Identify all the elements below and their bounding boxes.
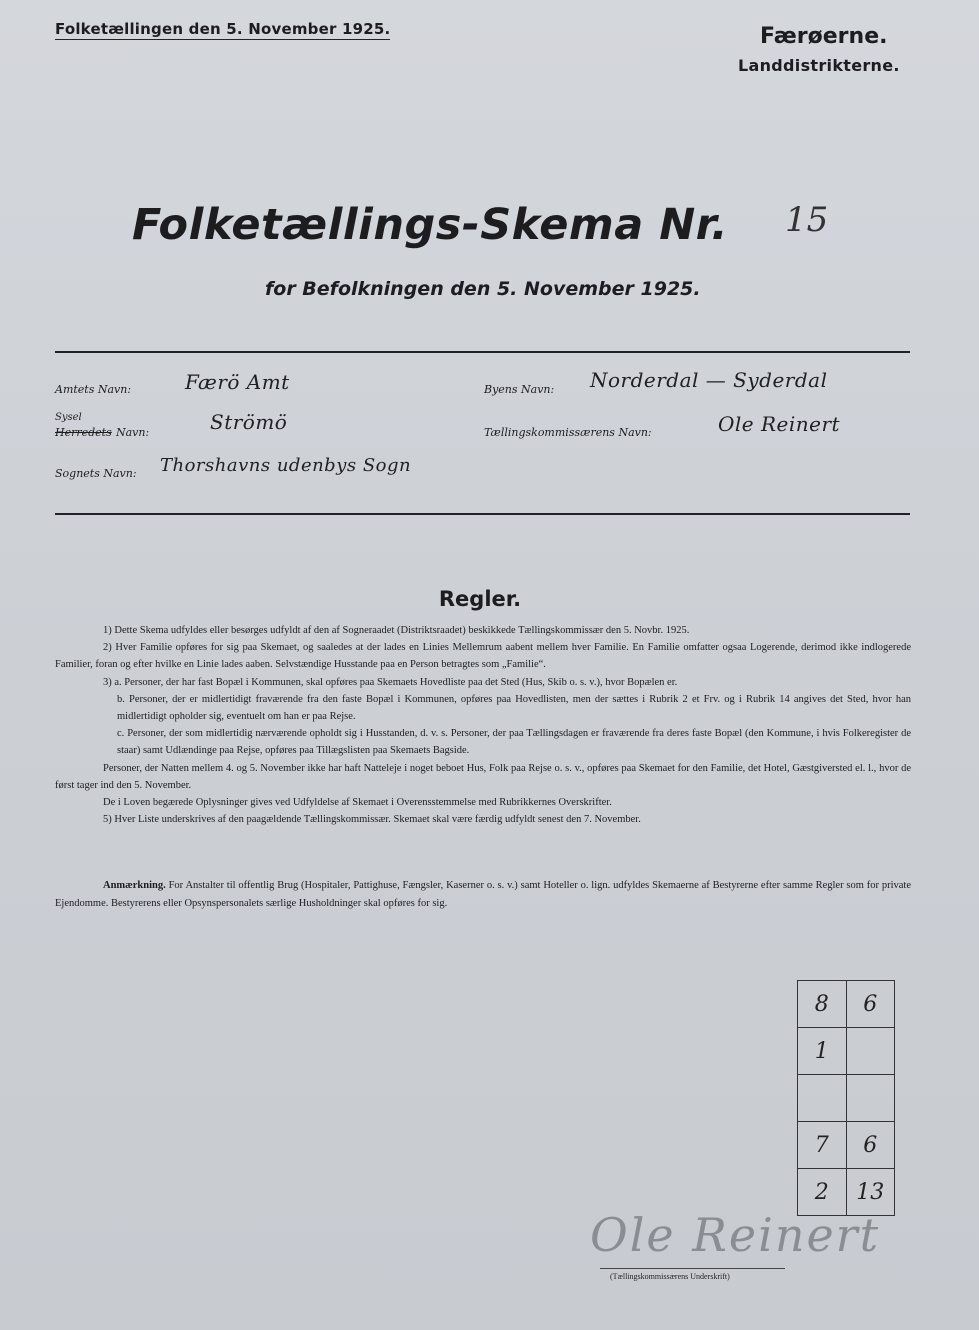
rule-2: 2) Hver Familie opføres for sig paa Skemaet, og saaledes at der lades en Linies Mellemrum aabent mellem hver Familie. En Familie omfatter ogsaa Logerende, derimod ikke indlogerede Familier, foran og efter hvilke en Linie lades aaben. Selvstændige Husstande paa en Person betragtes som „Familie“. [55,642,911,671]
tally-row [798,1122,895,1169]
rule-3a: 3) a. Personer, der har fast Bopæl i Kommunen, skal opføres paa Skemaets Hovedliste paa det Sted (Hus, Skib o. s. v.), hvor Bopælen er. [103,676,678,688]
by-label: Byens Navn: [484,383,555,396]
remark-label: Anmærkning. [103,880,166,891]
tally-cell: 8 [798,981,847,1028]
rule-3c: c. Personer, der som midlertidig nærværende opholdt sig i Husstanden, d. v. s. Personer, der paa Tællingsdagen er fraværende fra deres faste Bopæl (den Kommune, i hvis Folkeregister de staar) samt Udlændinge paa Rejse, opføres paa Tillægslisten paa Skemaets Bagside. [117,728,911,757]
divider-bottom [55,513,910,515]
rule-4b: De i Loven begærede Oplysninger gives ved Udfyldelse af Skemaet i Overensstemmelse med Rubrikkernes Overskrifter. [103,797,612,809]
tally-cell: 1 [798,1028,847,1075]
by-value: Norderdal — Syderdal [590,368,828,392]
form-title: Folketællings-Skema Nr. [132,200,729,250]
amt-value: Færö Amt [185,370,290,394]
remark-text: For Anstalter til offentlig Brug (Hospitaler, Pattighuse, Fængsler, Kaserner o. s. v.) samt Hoteller o. lign. udfyldes Skemaerne af Bestyrerne efter samme Regler som for private Ejendomme. Bestyrerens eller Opsynspersonalets særlige Husholdninger skal opføres for sig. [55,880,912,909]
herred-struck-label: Herredets [55,426,112,439]
commissioner-signature: Ole Reinert [590,1208,881,1262]
region-header: Færøerne. [760,24,888,49]
tally-row [798,1028,895,1075]
tally-cell [798,1075,847,1122]
amt-label: Amtets Navn: [55,383,132,396]
divider-top [55,351,910,353]
form-subtitle: for Befolkningen den 5. November 1925. [265,278,701,300]
signature-caption: (Tællingskommissærens Underskrift) [610,1272,730,1281]
sogn-value: Thorshavns udenbys Sogn [160,455,412,476]
tally-row [798,1075,895,1122]
rules-text [55,622,911,828]
tally-row [798,981,895,1028]
herred-value: Strömö [210,410,288,434]
kommissaer-value: Ole Reinert [718,412,841,436]
district-header: Landdistrikterne. [738,56,900,75]
census-date-header: Folketællingen den 5. November 1925. [55,20,391,38]
tally-cell: 6 [846,1122,895,1169]
herred-label: Navn: [116,426,150,439]
form-number: 15 [785,200,829,240]
tally-cell: 7 [798,1122,847,1169]
tally-cell: 2 [798,1169,847,1216]
rules-heading: Regler. [438,587,522,611]
rule-3b: b. Personer, der er midlertidigt fraværende fra den faste Bopæl i Kommunen, opføres paa Hovedlisten, men der sættes i Rubrik 2 et Frv. og i Rubrik 14 angives det Sted, hvor han midlertidigt opholder sig, eventuelt om han er paa Rejse. [117,693,911,723]
rule-1: 1) Dette Skema udfyldes eller besørges udfyldt af den af Sogneraadet (Distriktsraadet) beskikkede Tællingskommissær den 5. Novbr. 1925. [103,625,690,636]
tally-cell [846,1075,895,1122]
remark-paragraph [55,877,911,912]
signature-line [600,1268,785,1269]
tally-cell: 13 [846,1169,895,1216]
tally-box [797,980,895,1216]
sogn-label: Sognets Navn: [55,467,137,480]
tally-cell [846,1028,895,1075]
kommissaer-label: Tællingskommissærens Navn: [484,426,652,439]
sysel-prefix: Sysel [55,412,82,423]
rule-4: Personer, der Natten mellem 4. og 5. November ikke har haft Natteleje i noget beboet Hus, Folk paa Rejse o. s. v., opføres paa Skemaet for den Familie, det Hotel, Gæstgiversted el. l., hvor de først tager ind den 5. November. [55,762,911,791]
tally-cell: 6 [846,981,895,1028]
rule-5: 5) Hver Liste underskrives af den paagældende Tællingskommissær. Skemaet skal være færdig udfyldt senest den 7. November. [103,814,641,826]
